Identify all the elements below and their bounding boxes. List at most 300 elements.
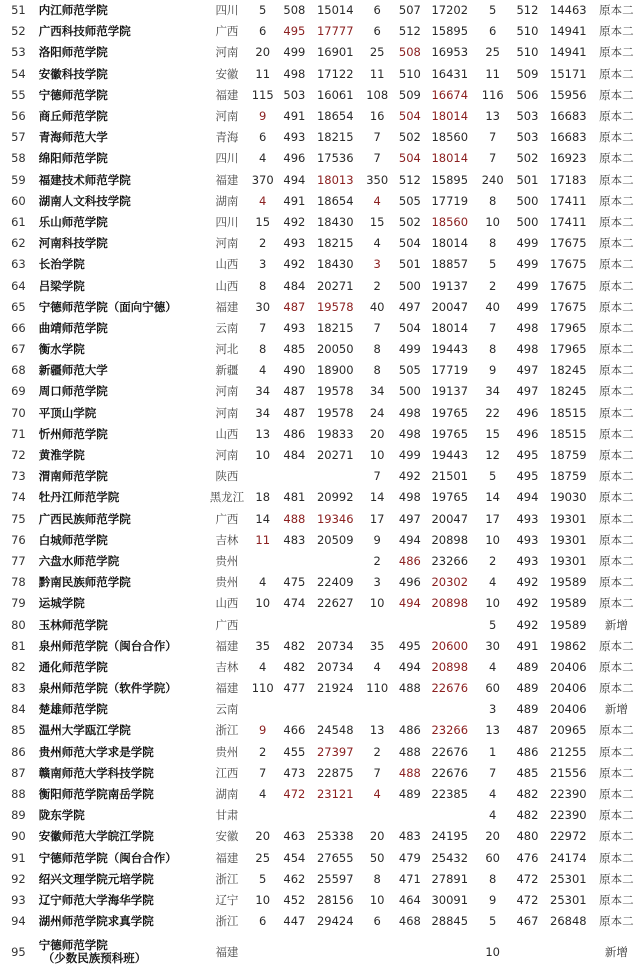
plan-count-2: 17 — [369, 511, 385, 526]
table-row — [0, 678, 640, 699]
batch-note: 原本二 — [599, 871, 634, 886]
min-score-1: 477 — [283, 681, 306, 696]
min-rank-1: 17536 — [316, 151, 354, 166]
min-rank-1: 22409 — [316, 575, 354, 590]
rank-cell: 84 — [11, 702, 26, 717]
min-score-3: 500 — [516, 214, 539, 229]
min-rank-2: 15895 — [431, 24, 469, 39]
plan-count-1: 6 — [259, 130, 267, 145]
min-score-2: 494 — [398, 659, 421, 674]
min-rank-3: 17965 — [550, 342, 587, 357]
plan-count-2: 108 — [366, 87, 389, 102]
plan-count-3: 7 — [489, 765, 497, 780]
min-rank-2: 18014 — [431, 109, 469, 124]
table-row — [0, 784, 640, 805]
province: 云南 — [215, 320, 239, 335]
min-score-1: 447 — [283, 914, 306, 929]
plan-count-3: 8 — [489, 236, 497, 251]
rank-cell: 92 — [11, 871, 26, 886]
plan-count-1: 4 — [259, 193, 267, 208]
plan-count-1: 5 — [259, 871, 267, 886]
plan-count-3: 8 — [489, 193, 497, 208]
batch-note: 原本二 — [599, 151, 634, 166]
school-name-line1: 宁德师范学院 — [38, 938, 108, 953]
min-score-3: 476 — [516, 850, 539, 865]
rank-cell: 78 — [11, 575, 26, 590]
min-score-3: 485 — [516, 765, 539, 780]
plan-count-2: 10 — [369, 596, 385, 611]
table-row — [0, 0, 640, 21]
school-name: 吕梁学院 — [38, 278, 85, 293]
min-rank-1: 18654 — [316, 193, 354, 208]
plan-count-2: 110 — [366, 681, 389, 696]
table-row — [0, 763, 640, 784]
batch-note: 原本二 — [599, 765, 634, 780]
batch-note: 原本二 — [599, 426, 634, 441]
min-rank-1: 16061 — [316, 87, 354, 102]
plan-count-3: 2 — [489, 553, 497, 568]
min-score-3: 489 — [516, 681, 539, 696]
min-score-3: 495 — [516, 448, 539, 463]
min-score-1: 466 — [283, 723, 306, 738]
province: 江西 — [215, 765, 239, 780]
min-score-3: 496 — [516, 405, 539, 420]
province: 辽宁 — [215, 892, 239, 907]
table-row — [0, 805, 640, 826]
min-score-2: 498 — [398, 426, 421, 441]
min-rank-3: 17675 — [550, 236, 587, 251]
table-row — [0, 657, 640, 678]
min-score-2: 508 — [398, 45, 421, 60]
plan-count-3: 11 — [485, 66, 500, 81]
rank-cell: 82 — [11, 659, 26, 674]
province: 青海 — [215, 130, 239, 145]
min-rank-3: 14463 — [550, 3, 587, 18]
min-rank-3: 19589 — [550, 575, 587, 590]
province: 山西 — [215, 426, 239, 441]
plan-count-2: 4 — [373, 193, 381, 208]
plan-count-3: 6 — [489, 24, 497, 39]
rank-cell: 60 — [11, 193, 26, 208]
table-row — [0, 614, 640, 635]
min-rank-1: 19578 — [316, 299, 354, 314]
min-score-1: 474 — [283, 596, 306, 611]
min-rank-3: 17411 — [550, 214, 587, 229]
min-rank-3: 18245 — [550, 363, 587, 378]
min-score-1: 494 — [283, 172, 306, 187]
rank-cell: 86 — [11, 744, 26, 759]
min-rank-3: 17675 — [550, 299, 587, 314]
plan-count-3: 34 — [485, 384, 500, 399]
school-name: 乐山师范学院 — [38, 214, 108, 229]
min-score-1: 491 — [283, 109, 306, 124]
plan-count-3: 9 — [489, 363, 497, 378]
min-score-2: 497 — [398, 511, 421, 526]
min-score-3: 497 — [516, 363, 539, 378]
school-name: 长治学院 — [38, 257, 85, 272]
plan-count-1: 6 — [259, 24, 267, 39]
plan-count-3: 17 — [485, 511, 500, 526]
min-rank-3: 14941 — [550, 24, 587, 39]
min-rank-2: 19443 — [431, 342, 469, 357]
min-rank-1: 29424 — [316, 914, 354, 929]
batch-note: 原本二 — [599, 87, 634, 102]
min-rank-3: 17965 — [550, 320, 587, 335]
rank-cell: 93 — [11, 892, 26, 907]
min-rank-3: 19862 — [550, 638, 587, 653]
table-row — [0, 381, 640, 402]
min-rank-2: 23266 — [431, 723, 469, 738]
min-rank-3: 19030 — [550, 490, 587, 505]
rank-cell: 72 — [11, 448, 26, 463]
province: 河南 — [215, 384, 239, 399]
batch-note: 原本二 — [599, 638, 634, 653]
min-score-1: 487 — [283, 384, 306, 399]
table-row — [0, 636, 640, 657]
min-score-3: 498 — [516, 320, 539, 335]
rank-cell: 88 — [11, 787, 26, 802]
school-name: 泉州师范学院（闽台合作） — [38, 638, 177, 653]
min-rank-1: 20271 — [316, 278, 354, 293]
min-rank-1: 18215 — [316, 130, 354, 145]
rank-cell: 87 — [11, 765, 26, 780]
min-rank-2: 22676 — [431, 744, 469, 759]
min-rank-1: 20271 — [316, 448, 354, 463]
province: 河北 — [215, 342, 239, 357]
table-row — [0, 742, 640, 763]
batch-note: 原本二 — [599, 723, 634, 738]
rank-cell: 62 — [11, 236, 26, 251]
school-name: 青海师范大学 — [38, 130, 108, 145]
plan-count-1: 14 — [255, 511, 271, 526]
min-score-3: 501 — [516, 172, 539, 187]
min-rank-3: 22972 — [550, 829, 587, 844]
min-score-3: 512 — [516, 3, 539, 18]
min-score-3: 499 — [516, 278, 539, 293]
school-name: 广西科技师范学院 — [38, 24, 131, 39]
plan-count-3: 10 — [485, 944, 500, 959]
min-score-2: 504 — [398, 109, 421, 124]
min-rank-3: 19589 — [550, 617, 587, 632]
plan-count-2: 13 — [369, 723, 385, 738]
province: 浙江 — [215, 871, 239, 886]
min-rank-1: 20734 — [316, 638, 354, 653]
plan-count-2: 7 — [373, 320, 381, 335]
min-rank-1: 20992 — [316, 490, 354, 505]
school-name: 洛阳师范学院 — [38, 45, 108, 60]
plan-count-1: 110 — [251, 681, 274, 696]
table-row — [0, 826, 640, 847]
batch-note: 原本二 — [599, 787, 634, 802]
plan-count-1: 5 — [259, 3, 267, 18]
school-name: 忻州师范学院 — [38, 426, 108, 441]
plan-count-2: 3 — [373, 575, 381, 590]
plan-count-2: 20 — [369, 426, 385, 441]
min-score-2: 488 — [398, 765, 421, 780]
batch-note: 原本二 — [599, 553, 634, 568]
table-row — [0, 170, 640, 191]
min-rank-3: 16683 — [550, 130, 587, 145]
min-score-2: 488 — [398, 681, 421, 696]
min-score-1: 462 — [283, 871, 306, 886]
min-rank-3: 21255 — [550, 744, 587, 759]
province: 福建 — [215, 87, 239, 102]
min-rank-2 — [425, 699, 474, 720]
min-rank-2: 18014 — [431, 151, 469, 166]
province: 福建 — [215, 172, 239, 187]
min-score-2: 504 — [398, 151, 421, 166]
plan-count-2 — [360, 932, 395, 972]
school-name: 宁德师范学院（闽台合作） — [38, 850, 177, 865]
plan-count-2: 2 — [373, 744, 381, 759]
school-name: 广西民族师范学院 — [38, 511, 131, 526]
min-score-2: 498 — [398, 490, 421, 505]
table-row — [0, 530, 640, 551]
min-score-3: 499 — [516, 299, 539, 314]
province: 山西 — [215, 278, 239, 293]
min-rank-3: 18759 — [550, 448, 587, 463]
plan-count-3: 14 — [485, 490, 500, 505]
min-rank-3: 21556 — [550, 765, 587, 780]
min-score-3 — [511, 932, 544, 972]
batch-note: 原本二 — [599, 342, 634, 357]
school-name: 渭南师范学院 — [38, 469, 108, 484]
min-score-2: 488 — [398, 744, 421, 759]
plan-count-2: 14 — [369, 490, 385, 505]
min-score-1: 463 — [283, 829, 306, 844]
min-rank-3: 20965 — [550, 723, 587, 738]
plan-count-2: 16 — [369, 109, 385, 124]
plan-count-3: 10 — [485, 596, 500, 611]
plan-count-3: 7 — [489, 151, 497, 166]
min-rank-2: 22676 — [431, 681, 469, 696]
plan-count-2: 350 — [366, 172, 389, 187]
plan-count-1 — [247, 805, 278, 826]
batch-note: 原本二 — [599, 744, 634, 759]
province: 河南 — [215, 448, 239, 463]
batch-note: 新增 — [604, 617, 628, 632]
min-rank-2: 22676 — [431, 765, 469, 780]
rank-cell: 69 — [11, 384, 26, 399]
min-rank-3: 14941 — [550, 45, 587, 60]
province: 福建 — [215, 638, 239, 653]
min-rank-1: 19833 — [316, 426, 354, 441]
table-row — [0, 403, 640, 424]
min-rank-2: 19765 — [431, 426, 469, 441]
plan-count-3: 13 — [485, 109, 500, 124]
plan-count-3: 7 — [489, 130, 497, 145]
province: 新疆 — [215, 363, 239, 378]
province: 河南 — [215, 109, 239, 124]
plan-count-1: 4 — [259, 575, 267, 590]
batch-note: 原本二 — [599, 681, 634, 696]
min-score-1 — [278, 932, 311, 972]
province: 福建 — [215, 944, 239, 959]
min-score-3: 500 — [516, 193, 539, 208]
province: 云南 — [215, 702, 239, 717]
rank-cell: 81 — [11, 638, 26, 653]
rank-cell: 53 — [11, 45, 26, 60]
min-rank-2: 30091 — [431, 892, 469, 907]
plan-count-2: 8 — [373, 363, 381, 378]
plan-count-3: 4 — [489, 808, 497, 823]
min-score-2: 505 — [398, 363, 421, 378]
school-name: 商丘师范学院 — [38, 109, 108, 124]
min-rank-3: 20406 — [550, 659, 587, 674]
min-score-3: 492 — [516, 596, 539, 611]
min-score-3: 489 — [516, 702, 539, 717]
school-name — [37, 932, 207, 972]
plan-count-1: 20 — [255, 45, 271, 60]
batch-note: 原本二 — [599, 405, 634, 420]
rank-cell: 61 — [11, 214, 26, 229]
min-score-2: 499 — [398, 448, 421, 463]
plan-count-1: 30 — [255, 299, 271, 314]
rank-cell: 66 — [11, 320, 26, 335]
table-row — [0, 509, 640, 530]
min-rank-1 — [311, 551, 360, 572]
table-row — [0, 85, 640, 106]
min-score-1: 484 — [283, 278, 306, 293]
min-rank-1: 16901 — [316, 45, 354, 60]
min-score-3: 506 — [516, 87, 539, 102]
table-row — [0, 127, 640, 148]
min-rank-1: 17122 — [316, 66, 354, 81]
min-rank-3: 20406 — [550, 681, 587, 696]
min-rank-3: 18515 — [550, 426, 587, 441]
min-score-3: 499 — [516, 257, 539, 272]
school-name: 黔南民族师范学院 — [38, 575, 131, 590]
min-rank-3: 22390 — [550, 808, 587, 823]
min-rank-1: 18654 — [316, 109, 354, 124]
province: 黑龙江 — [209, 490, 245, 505]
min-score-3: 510 — [516, 24, 539, 39]
rank-cell: 75 — [11, 511, 26, 526]
min-rank-1: 20734 — [316, 659, 354, 674]
batch-note: 原本二 — [599, 850, 634, 865]
min-rank-3: 17675 — [550, 257, 587, 272]
batch-note: 原本二 — [599, 193, 634, 208]
plan-count-1: 4 — [259, 151, 267, 166]
batch-note: 原本二 — [599, 808, 634, 823]
province: 湖南 — [215, 787, 239, 802]
province: 广西 — [215, 24, 239, 39]
plan-count-3: 4 — [489, 787, 497, 802]
plan-count-1: 115 — [251, 87, 274, 102]
min-score-3: 503 — [516, 109, 539, 124]
rank-cell: 57 — [11, 130, 26, 145]
plan-count-2: 10 — [369, 448, 385, 463]
min-rank-2: 18560 — [431, 214, 469, 229]
min-rank-2: 20302 — [431, 575, 469, 590]
plan-count-1: 11 — [255, 66, 271, 81]
plan-count-1: 11 — [255, 532, 271, 547]
school-name: 牡丹江师范学院 — [38, 490, 120, 505]
min-rank-2: 22385 — [431, 787, 469, 802]
min-score-2: 501 — [398, 257, 421, 272]
plan-count-3: 15 — [485, 426, 500, 441]
province: 广西 — [215, 511, 239, 526]
school-name: 温州大学瓯江学院 — [38, 723, 131, 738]
min-score-1: 491 — [283, 193, 306, 208]
plan-count-2: 3 — [373, 257, 381, 272]
rank-cell: 68 — [11, 363, 26, 378]
min-rank-1: 18013 — [316, 172, 354, 187]
rank-cell: 64 — [11, 278, 26, 293]
min-rank-2 — [425, 614, 474, 635]
min-rank-2: 19765 — [431, 490, 469, 505]
plan-count-2: 50 — [369, 850, 385, 865]
min-score-1: 493 — [283, 320, 306, 335]
min-score-2: 483 — [398, 829, 421, 844]
min-rank-3: 17675 — [550, 278, 587, 293]
min-rank-1: 21924 — [316, 681, 354, 696]
min-rank-1: 24548 — [316, 723, 354, 738]
table-row — [0, 424, 640, 445]
plan-count-3: 5 — [489, 3, 497, 18]
plan-count-1: 4 — [259, 787, 267, 802]
min-rank-2: 19765 — [431, 405, 469, 420]
min-rank-3: 16923 — [550, 151, 587, 166]
school-name: 绵阳师范学院 — [38, 151, 108, 166]
school-name: 陇东学院 — [38, 808, 85, 823]
min-rank-2: 19137 — [431, 278, 469, 293]
min-score-2: 500 — [398, 384, 421, 399]
min-score-1: 475 — [283, 575, 306, 590]
min-score-3: 489 — [516, 659, 539, 674]
table-row — [0, 275, 640, 296]
batch-note: 原本二 — [599, 278, 634, 293]
batch-note: 原本二 — [599, 532, 634, 547]
min-rank-1: 20050 — [316, 342, 354, 357]
plan-count-3: 2 — [489, 278, 497, 293]
min-rank-2: 19443 — [431, 448, 469, 463]
min-rank-2: 20600 — [431, 638, 469, 653]
plan-count-1: 35 — [255, 638, 271, 653]
min-score-3: 510 — [516, 45, 539, 60]
min-rank-3: 17183 — [550, 172, 587, 187]
rank-cell: 70 — [11, 405, 26, 420]
plan-count-1: 2 — [259, 236, 267, 251]
table-row — [0, 869, 640, 890]
min-score-3: 494 — [516, 490, 539, 505]
min-rank-3 — [544, 932, 593, 972]
min-score-3: 486 — [516, 744, 539, 759]
batch-note: 原本二 — [599, 257, 634, 272]
plan-count-2: 2 — [373, 553, 381, 568]
min-score-1: 493 — [283, 236, 306, 251]
table-row — [0, 191, 640, 212]
min-rank-3: 25301 — [550, 892, 587, 907]
plan-count-3: 116 — [481, 87, 504, 102]
min-score-3: 482 — [516, 808, 539, 823]
plan-count-3: 22 — [485, 405, 500, 420]
plan-count-2: 4 — [373, 787, 381, 802]
min-score-1 — [278, 805, 311, 826]
plan-count-1: 20 — [255, 829, 271, 844]
plan-count-2: 9 — [373, 532, 381, 547]
plan-count-2: 8 — [373, 342, 381, 357]
school-name: 曲靖师范学院 — [38, 320, 108, 335]
plan-count-1 — [247, 614, 278, 635]
min-score-1: 455 — [283, 744, 306, 759]
min-score-3: 495 — [516, 469, 539, 484]
min-score-2: 494 — [398, 532, 421, 547]
min-rank-3: 22390 — [550, 787, 587, 802]
min-rank-2: 23266 — [431, 553, 469, 568]
min-score-3: 503 — [516, 130, 539, 145]
table-row — [0, 318, 640, 339]
